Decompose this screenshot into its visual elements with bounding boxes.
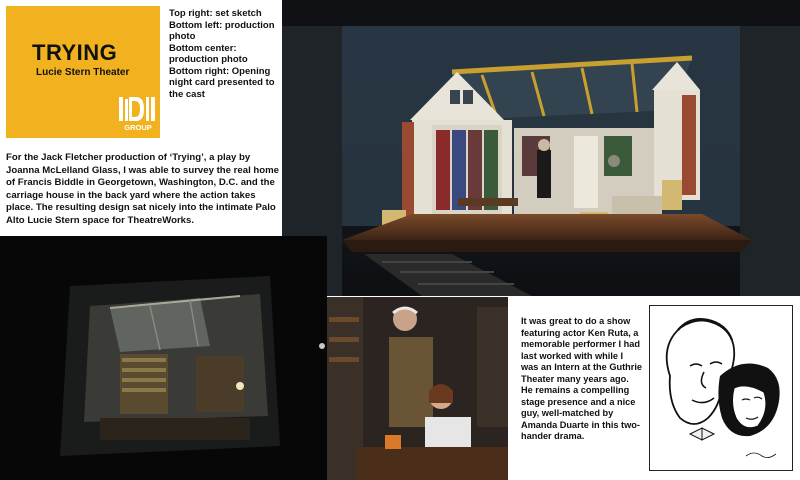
production-photo-left xyxy=(0,236,327,480)
show-title: TRYING xyxy=(32,40,118,65)
set-sketch-image xyxy=(282,0,800,296)
image-captions: Top right: set sketch Bottom left: production photo Bottom center: production photo Bottom right: Opening night card presented to the cast xyxy=(169,8,275,100)
production-photo-center xyxy=(327,297,508,480)
intro-paragraph: For the Jack Fletcher production of ‘Trying’, a play by Joanna McLelland Glass, I was able to survey the real home of Francis Biddle in Georgetown, Washington, D.C. and the carriage house in the back yard where the action takes place. The resulting design sat nicely into the intimate Palo Alto Lucie Stern space for TheatreWorks. xyxy=(6,152,279,226)
story-text xyxy=(521,316,643,443)
logo-group-text: GROUP xyxy=(124,123,152,132)
story-paragraph-2: He remains a compelling stage presence and a nice guy, well-matched by Amanda Duarte in this two-hander drama. xyxy=(521,385,640,441)
designer-logo-mark xyxy=(117,93,159,135)
theater-name: Lucie Stern Theater xyxy=(36,67,130,78)
story-paragraph-1: It was great to do a show featuring actor Ken Ruta, a memorable performer I had last worked with while I was an Intern at the Guthrie Theater many years ago. xyxy=(521,316,642,384)
caricature-drawing xyxy=(649,305,793,471)
